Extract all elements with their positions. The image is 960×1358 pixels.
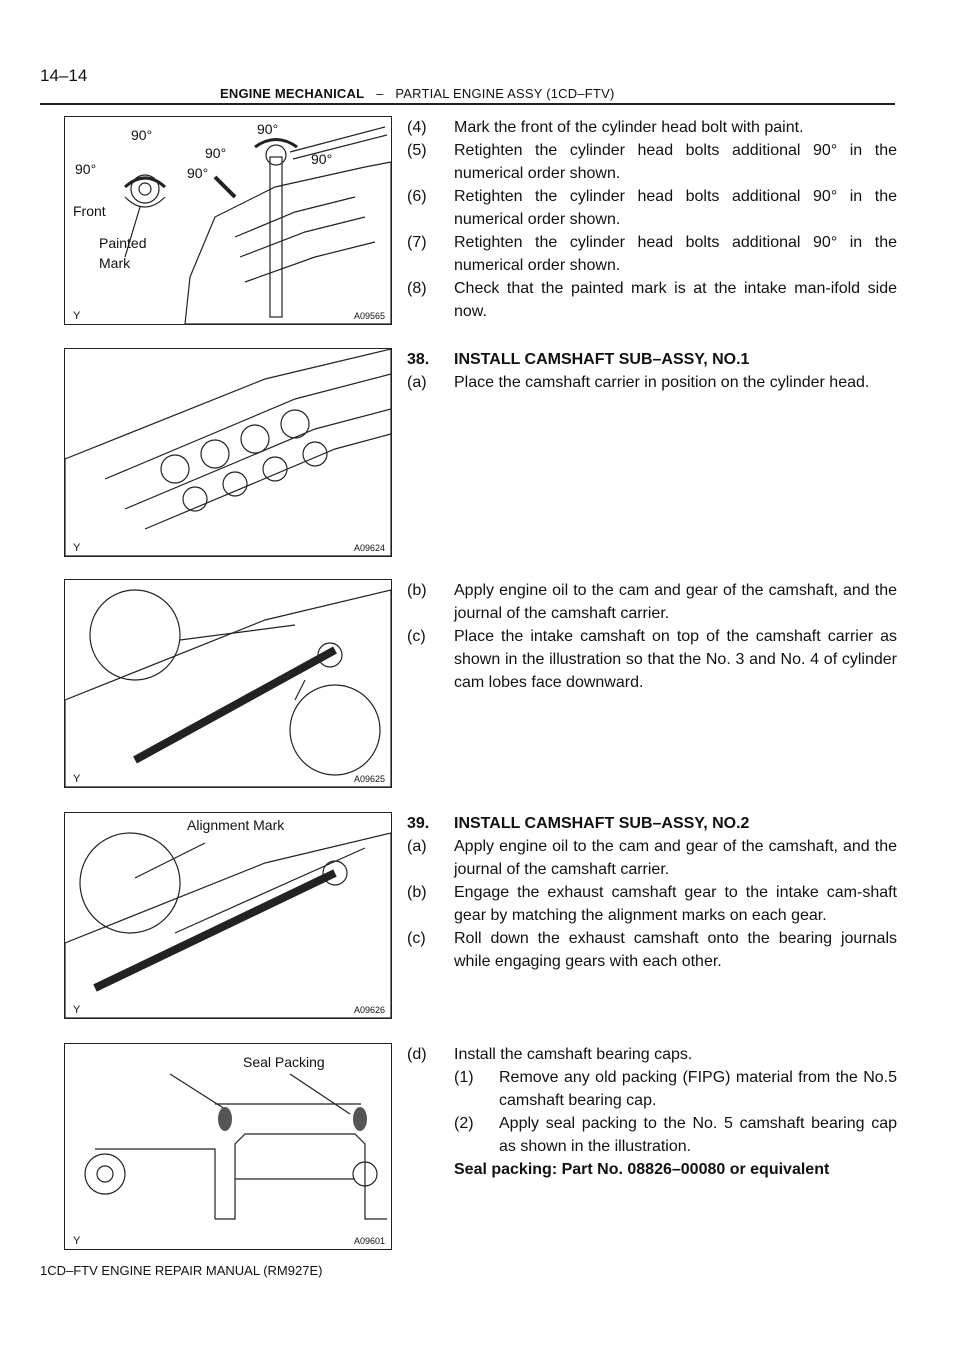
figure-marker: Y <box>73 1235 81 1247</box>
step-heading: 39. INSTALL CAMSHAFT SUB–ASSY, NO.2 <box>407 815 750 832</box>
angle-label-6: 90° <box>311 151 333 167</box>
figure-alignment-mark <box>64 812 392 1019</box>
section-title: ENGINE MECHANICAL <box>220 86 365 101</box>
sub-step-item: (2) Apply seal packing to the No. 5 camshaft bearing cap as shown in the illustration. <box>454 1115 897 1155</box>
step-item: (5) Retighten the cylinder head bolts additional 90° in the numerical order shown. <box>407 142 897 182</box>
step-39-continued <box>407 1043 897 1181</box>
step-item: (8) Check that the painted mark is at the intake man-ifold side now. <box>407 280 897 320</box>
figure-code: A09565 <box>353 311 385 321</box>
step-item: (4) Mark the front of the cylinder head bolt with paint. <box>407 119 804 136</box>
step-item: (c) Place the intake camshaft on top of the camshaft carrier as shown in the illustration so that the No. 3 and No. 4 of cylinder cam lobes face downward. <box>407 628 897 691</box>
angle-label-3: 90° <box>75 161 97 177</box>
figure-marker: Y <box>73 310 81 322</box>
alignment-mark-label: Alignment Mark <box>187 817 285 833</box>
page-footer: 1CD–FTV ENGINE REPAIR MANUAL (RM927E) <box>40 1263 323 1278</box>
figure-marker: Y <box>73 773 81 785</box>
sub-step-item: (1) Remove any old packing (FIPG) material from the No.5 camshaft bearing cap. <box>454 1069 897 1109</box>
angle-label-4: 90° <box>205 145 227 161</box>
page-header <box>220 86 614 101</box>
step-38-continued <box>407 579 897 694</box>
alignment-drawing <box>65 813 391 1018</box>
seal-packing-drawing <box>65 1044 391 1249</box>
front-label: Front <box>73 203 106 219</box>
step-item: (6) Retighten the cylinder head bolts additional 90° in the numerical order shown. <box>407 188 897 228</box>
step-item: (b) Engage the exhaust camshaft gear to the intake cam-shaft gear by matching the alignment marks on each gear. <box>407 884 897 924</box>
step-item: (d) Install the camshaft bearing caps. <box>407 1046 693 1063</box>
step-heading: 38. INSTALL CAMSHAFT SUB–ASSY, NO.1 <box>407 351 750 368</box>
figure-bolt-tightening <box>64 116 392 325</box>
mark-label: Mark <box>99 255 131 271</box>
bolt-tightening-drawing <box>65 117 391 324</box>
page-number: 14–14 <box>40 66 88 85</box>
step-item: (7) Retighten the cylinder head bolts additional 90° in the numerical order shown. <box>407 234 897 274</box>
painted-label: Painted <box>99 235 147 251</box>
angle-label-1: 90° <box>131 127 153 143</box>
figure-code: A09625 <box>353 774 385 784</box>
step-item: (a) Place the camshaft carrier in position on the cylinder head. <box>407 374 870 391</box>
figure-camshaft-carrier <box>64 348 392 557</box>
figure-code: A09601 <box>353 1236 385 1246</box>
step-item: (b) Apply engine oil to the cam and gear of the camshaft, and the journal of the camshaft carrier. <box>407 582 897 622</box>
tightening-steps <box>407 116 897 323</box>
header-dash: – <box>376 86 384 101</box>
seal-packing-label: Seal Packing <box>243 1054 325 1070</box>
subsection-title: PARTIAL ENGINE ASSY (1CD–FTV) <box>395 86 615 101</box>
step-39 <box>407 812 897 973</box>
figure-intake-camshaft <box>64 579 392 788</box>
figure-seal-packing <box>64 1043 392 1250</box>
angle-label-5: 90° <box>187 165 209 181</box>
angle-label-2: 90° <box>257 121 279 137</box>
step-item: (c) Roll down the exhaust camshaft onto the bearing journals while engaging gears with each other. <box>407 930 897 970</box>
figure-marker: Y <box>73 542 81 554</box>
figure-marker: Y <box>73 1004 81 1016</box>
figure-code: A09626 <box>353 1005 385 1015</box>
camshaft-carrier-drawing <box>65 349 391 556</box>
step-item: (a) Apply engine oil to the cam and gear of the camshaft, and the journal of the camshaft carrier. <box>407 838 897 878</box>
step-38 <box>407 348 897 394</box>
seal-packing-spec: Seal packing: Part No. 08826–00080 or equivalent <box>454 1161 830 1178</box>
header-rule <box>40 103 895 105</box>
intake-camshaft-drawing <box>65 580 391 787</box>
figure-code: A09624 <box>353 543 385 553</box>
